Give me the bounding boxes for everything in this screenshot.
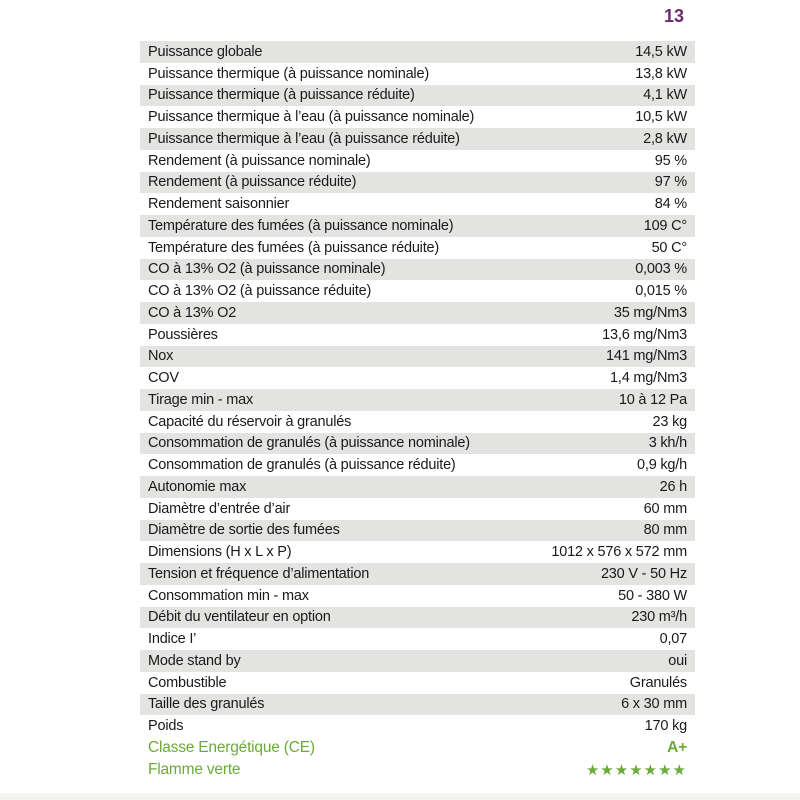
spec-label: Consommation de granulés (à puissance nominale) [148, 435, 470, 452]
spec-label: Consommation de granulés (à puissance réduite) [148, 457, 456, 474]
spec-row [140, 367, 695, 389]
spec-row [140, 150, 695, 172]
spec-label: Tension et fréquence d’alimentation [148, 565, 370, 582]
spec-label: COV [148, 370, 179, 387]
spec-row [140, 85, 695, 107]
spec-value: 23 kg [652, 413, 687, 430]
spec-row [140, 302, 695, 324]
spec-row [140, 650, 695, 672]
spec-label: Puissance thermique (à puissance réduite) [148, 87, 415, 104]
spec-label: Rendement (à puissance nominale) [148, 152, 371, 169]
spec-label: Rendement saisonnier [148, 196, 290, 213]
spec-value: 80 mm [643, 522, 687, 539]
spec-row [140, 411, 695, 433]
spec-label: Indice I’ [148, 631, 197, 648]
spec-value: 1012 x 576 x 572 mm [551, 544, 687, 561]
spec-value: 0,003 % [635, 261, 687, 278]
spec-row [140, 433, 695, 455]
spec-label: Rendement (à puissance réduite) [148, 174, 357, 191]
spec-label: CO à 13% O2 (à puissance nominale) [148, 261, 386, 278]
spec-row [140, 498, 695, 520]
spec-value: 84 % [654, 196, 687, 213]
spec-row [140, 193, 695, 215]
spec-row [140, 694, 695, 716]
spec-value: 0,015 % [635, 283, 687, 300]
spec-row [140, 672, 695, 694]
spec-label: Puissance thermique à l’eau (à puissance réduite) [148, 130, 460, 147]
spec-row [140, 715, 695, 737]
spec-value: oui [668, 652, 687, 669]
spec-row [140, 106, 695, 128]
spec-row [140, 280, 695, 302]
green-flame-label: Flamme verte [148, 760, 241, 778]
spec-row [140, 63, 695, 85]
spec-row [140, 389, 695, 411]
spec-row [140, 41, 695, 63]
spec-label: Débit du ventilateur en option [148, 609, 331, 626]
spec-row [140, 563, 695, 585]
spec-value: 109 C° [643, 217, 687, 234]
spec-label: Consommation min - max [148, 587, 309, 604]
spec-value: 230 m³/h [631, 609, 687, 626]
spec-row [140, 346, 695, 368]
spec-row [140, 259, 695, 281]
page-number: 13 [664, 6, 685, 26]
spec-label: CO à 13% O2 [148, 304, 237, 321]
spec-label: Taille des granulés [148, 696, 265, 713]
spec-value: 2,8 kW [643, 130, 687, 147]
spec-row [140, 128, 695, 150]
spec-value: 35 mg/Nm3 [613, 304, 687, 321]
bottom-rule [0, 793, 800, 800]
spec-value: 95 % [654, 152, 687, 169]
spec-label: CO à 13% O2 (à puissance réduite) [148, 283, 372, 300]
spec-label: Puissance globale [148, 43, 263, 60]
spec-label: Autonomie max [148, 478, 247, 495]
green-flame-row [140, 759, 695, 781]
spec-label: Mode stand by [148, 652, 241, 669]
spec-row [140, 628, 695, 650]
spec-label: Tirage min - max [148, 391, 254, 408]
spec-value: 13,6 mg/Nm3 [602, 326, 687, 343]
energy-class-label: Classe Energétique (CE) [148, 738, 315, 756]
spec-value: 13,8 kW [635, 65, 687, 82]
spec-row [140, 585, 695, 607]
spec-label: Diamètre de sortie des fumées [148, 522, 340, 539]
spec-row [140, 237, 695, 259]
spec-value: 0,07 [659, 631, 687, 648]
spec-label: Dimensions (H x L x P) [148, 544, 292, 561]
spec-value: 50 - 380 W [618, 587, 687, 604]
spec-label: Température des fumées (à puissance réduite) [148, 239, 440, 256]
spec-row [140, 215, 695, 237]
spec-value: 26 h [659, 478, 687, 495]
spec-label: Température des fumées (à puissance nominale) [148, 217, 454, 234]
spec-label: Poussières [148, 326, 218, 343]
spec-row [140, 172, 695, 194]
spec-label: Nox [148, 348, 174, 365]
spec-value: 230 V - 50 Hz [600, 565, 687, 582]
spec-value: 3 kh/h [648, 435, 687, 452]
spec-value: 50 C° [651, 239, 687, 256]
spec-row [140, 476, 695, 498]
spec-row [140, 541, 695, 563]
spec-value: 1,4 mg/Nm3 [610, 370, 687, 387]
spec-value: 0,9 kg/h [637, 457, 687, 474]
spec-value: Granulés [629, 674, 687, 691]
spec-value: 10 à 12 Pa [618, 391, 687, 408]
spec-label: Puissance thermique (à puissance nominale) [148, 65, 429, 82]
spec-label: Diamètre d’entrée d’air [148, 500, 291, 517]
spec-value: 10,5 kW [635, 109, 687, 126]
spec-table [140, 41, 695, 781]
spec-value: 14,5 kW [635, 43, 687, 60]
spec-label: Puissance thermique à l’eau (à puissance nominale) [148, 109, 475, 126]
spec-value: 6 x 30 mm [621, 696, 687, 713]
spec-value: 97 % [654, 174, 687, 191]
spec-label: Capacité du réservoir à granulés [148, 413, 352, 430]
spec-value: 4,1 kW [643, 87, 687, 104]
energy-class-value: A+ [667, 738, 687, 756]
green-flame-stars: ★★★★★★★ [585, 761, 687, 779]
spec-row [140, 324, 695, 346]
spec-label: Combustible [148, 674, 227, 691]
spec-row [140, 520, 695, 542]
spec-row [140, 607, 695, 629]
spec-value: 170 kg [644, 718, 687, 735]
spec-value: 141 mg/Nm3 [605, 348, 687, 365]
energy-class-row [140, 737, 695, 759]
spec-label: Poids [148, 718, 184, 735]
spec-row [140, 454, 695, 476]
spec-value: 60 mm [643, 500, 687, 517]
